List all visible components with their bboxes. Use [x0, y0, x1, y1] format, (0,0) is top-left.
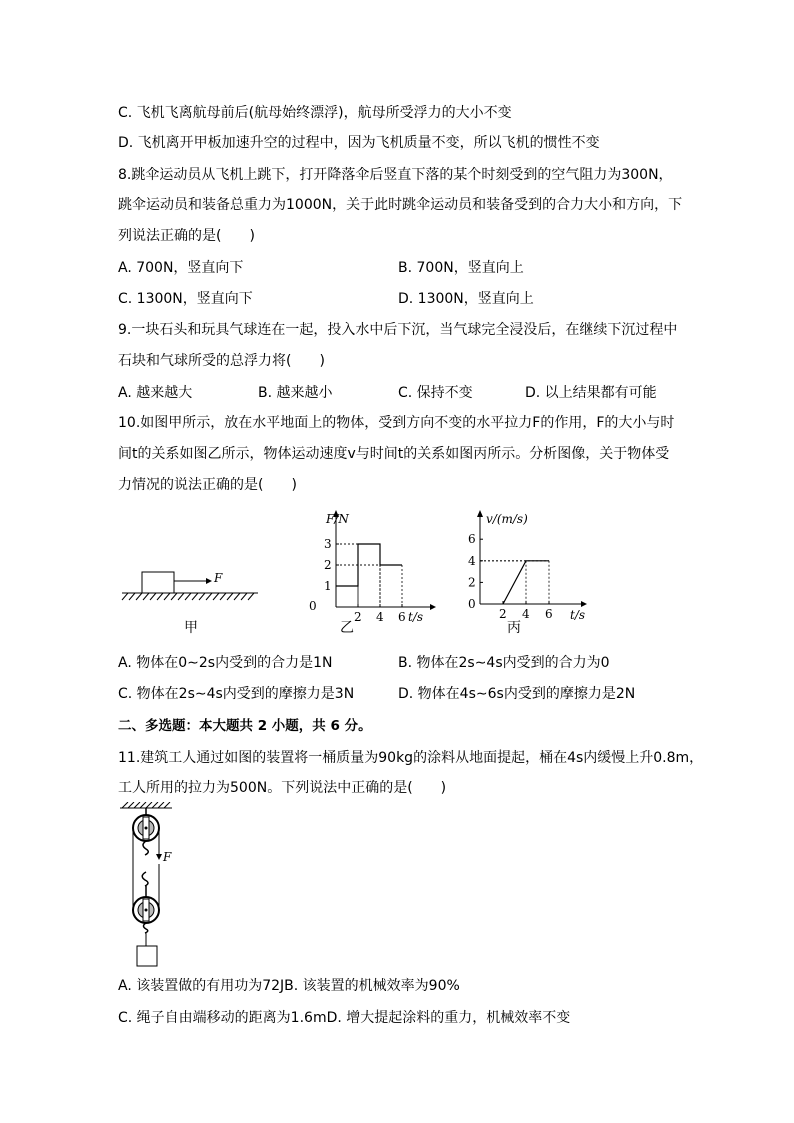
figure-yi [300, 505, 440, 625]
movable-pulley [133, 897, 159, 923]
q10-option-b: B. 物体在2s∼4s内受到的合力为0 [398, 655, 610, 671]
x-tick-label-6: 6 [545, 607, 553, 621]
ceiling-hatch [122, 802, 170, 808]
y-axis-label: F/N [326, 512, 349, 526]
q11-stem-line2: 工人所用的拉力为500N。下列说法中正确的是( ) [118, 780, 447, 796]
q8-stem-line2: 跳伞运动员和装备总重力为1000N，关于此时跳伞运动员和装备受到的合力大小和方向，下 [118, 197, 683, 213]
q7-option-c: C. 飞机飞离航母前后(航母始终漂浮)，航母所受浮力的大小不变 [118, 105, 512, 121]
caption-jia: 甲 [184, 620, 198, 636]
pull-arrow [156, 854, 162, 860]
q9-option-a: A. 越来越大 [118, 385, 193, 401]
load-bucket [137, 946, 157, 966]
q10-stem-line2: 间t的关系如图乙所示，物体运动速度v与时间t的关系如图丙所示。分析图像，关于物体受 [118, 446, 670, 462]
figure-bing [446, 505, 591, 625]
y-tick-label-3: 3 [324, 537, 332, 551]
q8-option-a: A. 700N，竖直向下 [118, 260, 244, 276]
q11-options-a-b: A. 该装置做的有用功为72JB. 该装置的机械效率为90% [118, 978, 460, 994]
y-tick-label-4: 4 [468, 553, 476, 568]
movable-hook-bottom [144, 923, 148, 933]
caption-yi: 乙 [340, 620, 354, 636]
section-heading-multiple-choice: 二、多选题：本大题共 2 小题，共 6 分。 [118, 718, 372, 734]
block [142, 572, 174, 593]
y-tick-label-2: 2 [324, 558, 332, 572]
q8-option-b: B. 700N，竖直向上 [398, 260, 524, 276]
origin-label: 0 [309, 599, 317, 613]
q10-stem-line1: 10.如图甲所示，放在水平地面上的物体，受到方向不变的水平拉力F的作用，F的大小与时 [118, 415, 675, 431]
x-tick-label-2: 2 [499, 607, 507, 621]
q9-stem-line2: 石块和气球所受的总浮力将( ) [118, 353, 325, 369]
q10-option-a: A. 物体在0∼2s内受到的合力是1N [118, 655, 333, 671]
y-tick-label-1: 1 [324, 579, 332, 593]
q10-option-c: C. 物体在2s∼4s内受到的摩擦力是3N [118, 686, 355, 702]
q7-option-d: D. 飞机离开甲板加速升空的过程中，因为飞机质量不变，所以飞机的惯性不变 [118, 135, 600, 151]
fixed-pulley [133, 815, 159, 841]
q10-option-d: D. 物体在4s∼6s内受到的摩擦力是2N [398, 686, 636, 702]
y-axis-label: v/(m/s) [486, 512, 528, 526]
force-label: F [214, 571, 223, 585]
x-tick-label-4: 4 [376, 610, 384, 624]
y-tick-label-2: 2 [468, 575, 476, 590]
x-axis-label: t/s [408, 610, 424, 624]
x-tick-label-4: 4 [522, 607, 530, 621]
q11-options-c-d: C. 绳子自由端移动的距离为1.6mD. 增大提起涂料的重力，机械效率不变 [118, 1010, 571, 1026]
pull-force-label: F [163, 850, 172, 864]
x-tick-label-2: 2 [354, 610, 362, 624]
q8-option-c: C. 1300N，竖直向下 [118, 291, 253, 307]
q8-stem-line1: 8.跳伞运动员从飞机上跳下，打开降落伞后竖直下落的某个时刻受到的空气阻力为300N， [118, 167, 673, 183]
movable-hook-top [142, 872, 148, 886]
q9-option-d: D. 以上结果都有可能 [525, 385, 657, 401]
x-axis-label: t/s [570, 608, 586, 622]
q11-stem-line1: 11.建筑工人通过如图的装置将一桶质量为90kg的涂料从地面提起，桶在4s内缓慢上升0.8m， [118, 750, 704, 766]
q8-option-d: D. 1300N，竖直向上 [398, 291, 534, 307]
y-tick-label-6: 6 [468, 532, 476, 547]
q9-option-b: B. 越来越小 [258, 385, 333, 401]
q10-stem-line3: 力情况的说法正确的是( ) [118, 477, 297, 493]
x-tick-label-6: 6 [398, 610, 406, 624]
figure-pulley-system [118, 802, 178, 970]
figure-jia [118, 560, 263, 610]
q9-option-c: C. 保持不变 [398, 385, 473, 401]
caption-bing: 丙 [507, 620, 521, 636]
fixed-hook [143, 841, 148, 855]
q8-stem-line3: 列说法正确的是( ) [118, 228, 255, 244]
q9-stem-line1: 9.一块石头和玩具气球连在一起，投入水中后下沉，当气球完全浸没后，在继续下沉过程中 [118, 322, 678, 338]
ground-hatch [122, 593, 254, 600]
origin-label: 0 [468, 597, 476, 611]
